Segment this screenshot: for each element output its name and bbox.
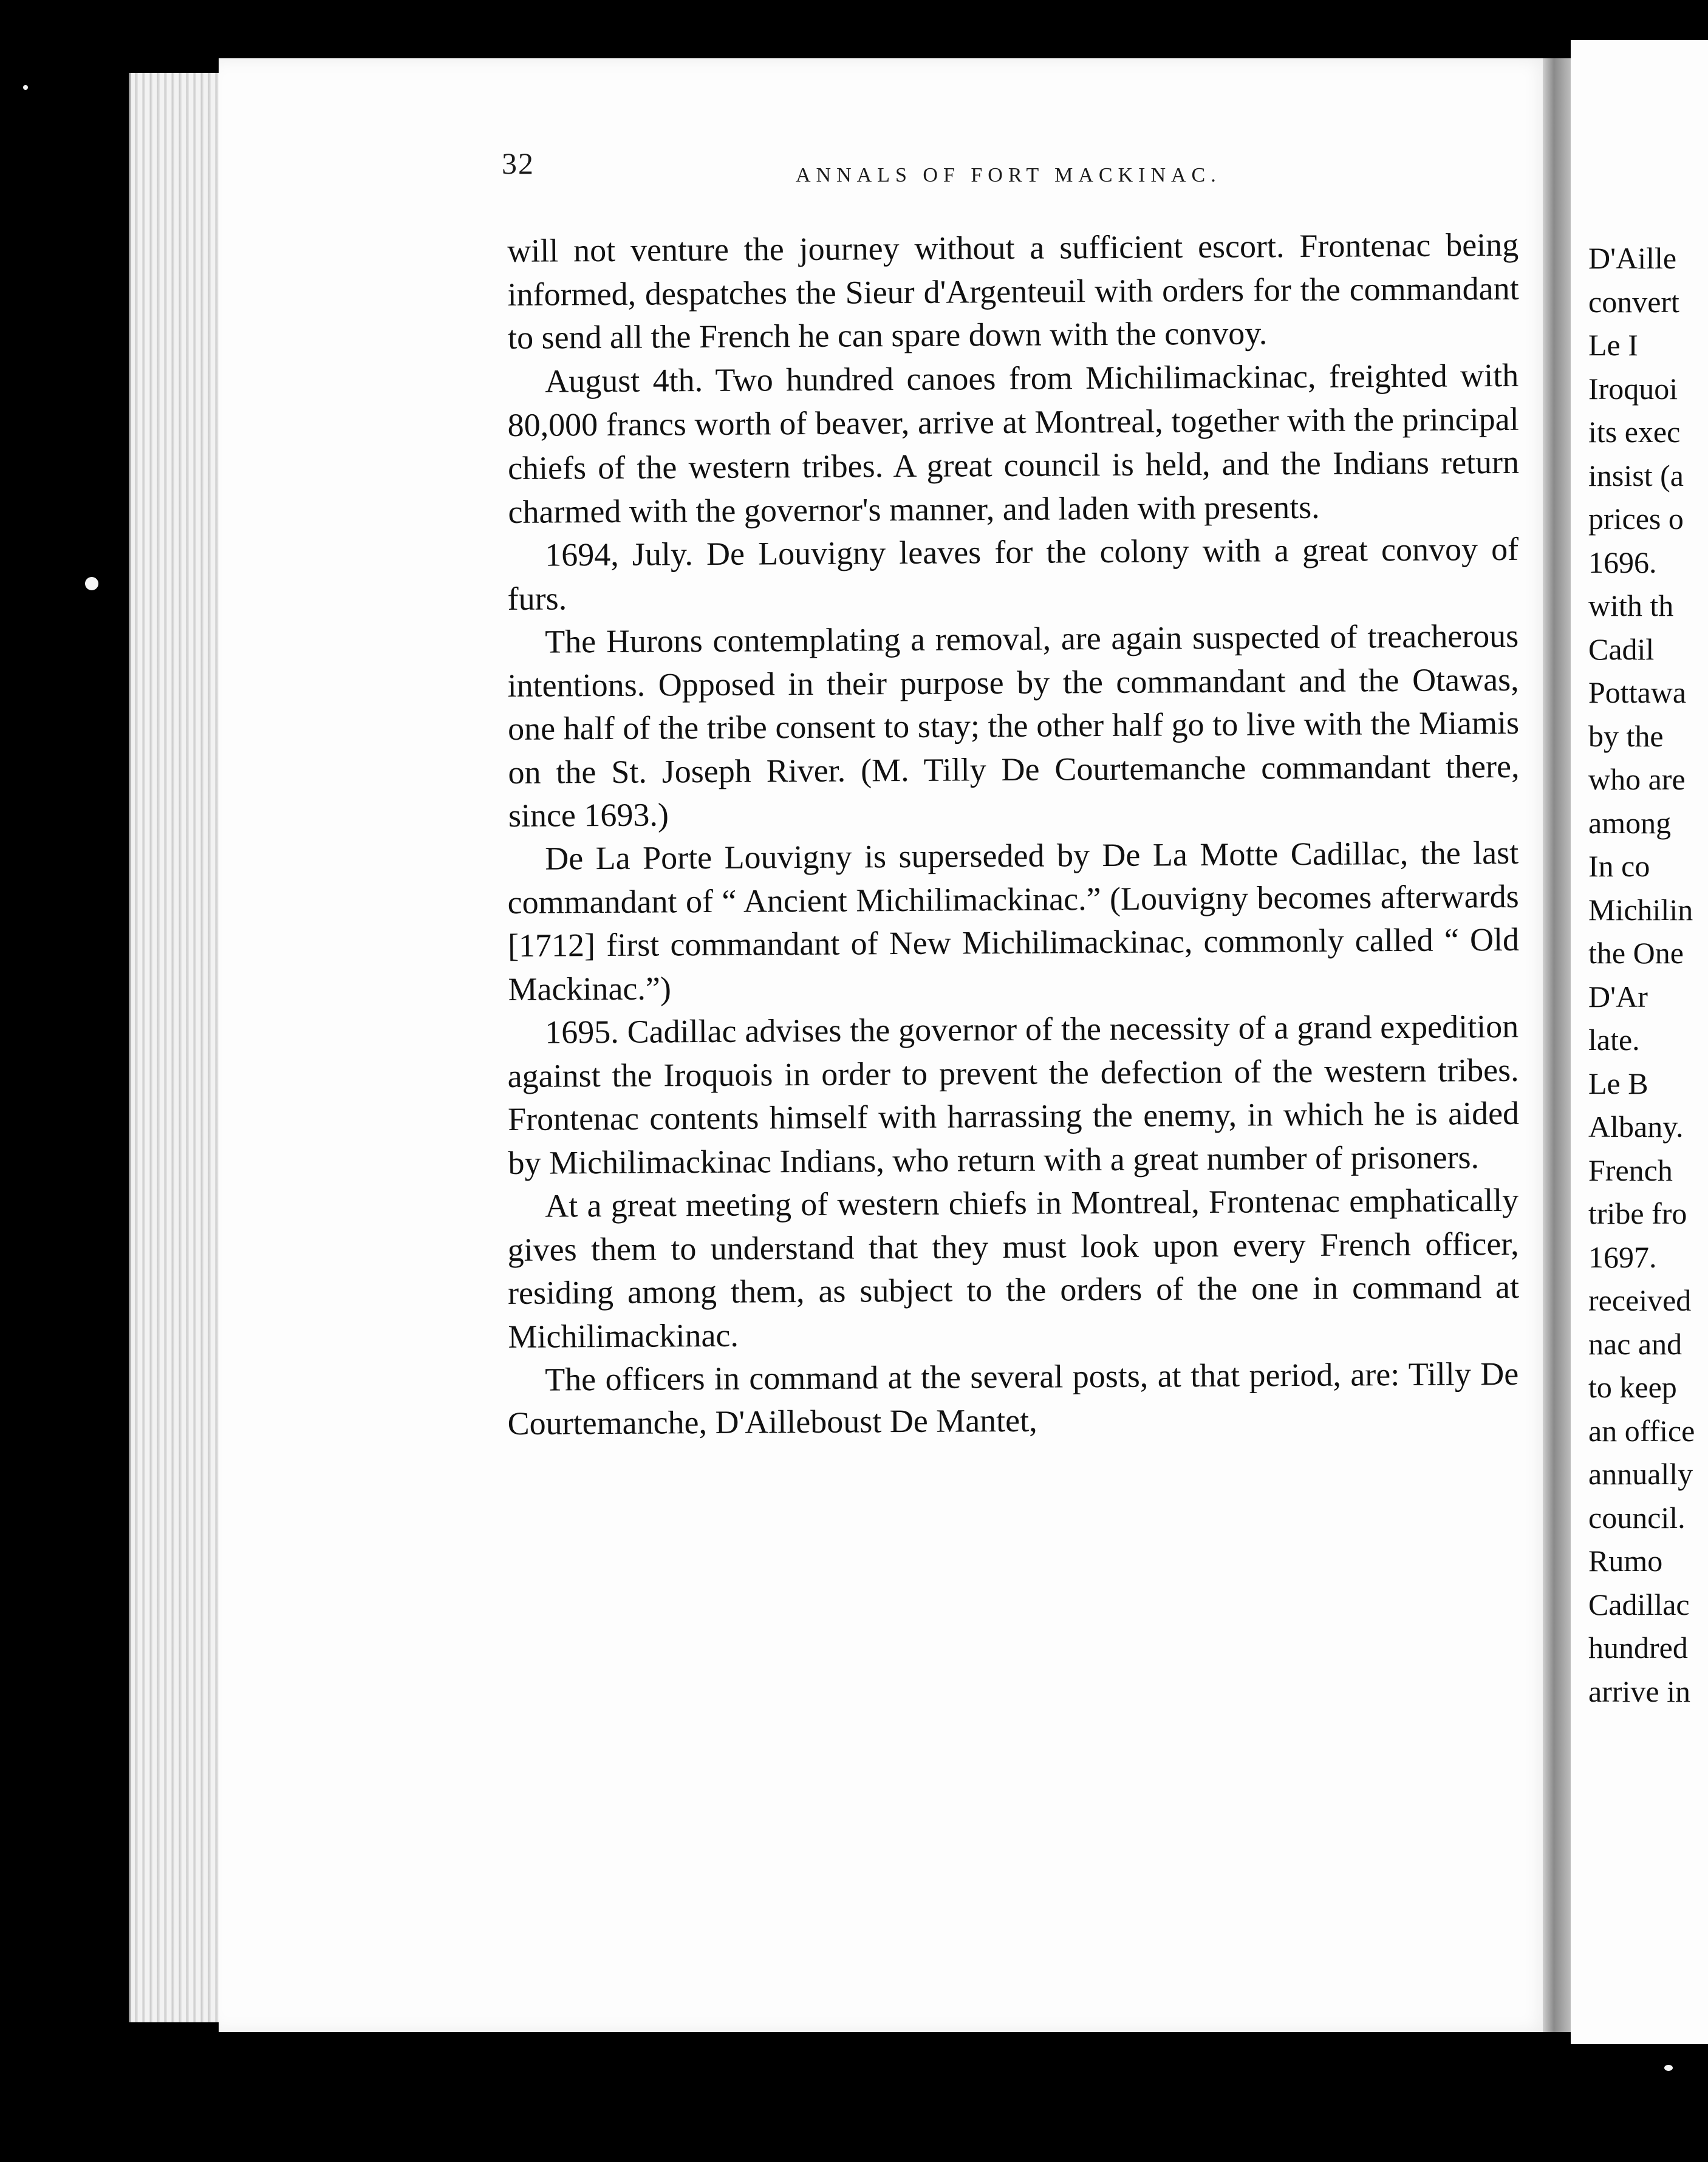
paragraph: The Hurons contemplating a removal, are again suspected of treacherous intentions. Opposed in their purpose by the commandant and the Otawas, one half of the tribe consent to stay; the other half go to live with the Miamis on the St. Joseph River. (M. Tilly De Courtemanche commandant there, since 1693.) (507, 617, 1520, 834)
right-line: among (1588, 805, 1672, 840)
right-line: Cadil (1588, 632, 1655, 666)
right-line: with th (1588, 588, 1674, 622)
right-line: to keep (1588, 1370, 1677, 1404)
scan-speck (1664, 2065, 1673, 2071)
right-line: D'Ar (1588, 979, 1648, 1014)
right-line: D'Aille (1588, 241, 1677, 275)
right-line: tribe fro (1588, 1196, 1687, 1230)
right-line: French (1588, 1153, 1673, 1187)
right-line: Pottawa (1588, 675, 1687, 709)
right-line: annually (1588, 1457, 1693, 1491)
right-line: convert (1588, 284, 1679, 319)
paragraph: At a great meeting of western chiefs in Montreal, Frontenac emphatically gives them to understand that they must look upon every French officer, residing among them, as subject to the orders of the one in command at Michilimackinac. (507, 1181, 1520, 1355)
right-line: insist (a (1588, 458, 1684, 493)
page-number: 32 (502, 146, 535, 180)
right-line: hundred (1588, 1631, 1688, 1665)
scan-speck (23, 85, 28, 90)
right-line: Le B (1588, 1066, 1648, 1100)
right-line: by the (1588, 718, 1664, 753)
scan-speck (85, 577, 98, 590)
right-line: 1697. (1588, 1240, 1657, 1274)
right-line: who are (1588, 762, 1686, 796)
paragraph: August 4th. Two hundred canoes from Michilimackinac, freighted with 80,000 francs worth of beaver, arrive at Montreal, together with the principal chiefs of the western tribes. A great council is held, and the Indians return charmed with the governor's manner, and laden with presents. (507, 356, 1520, 530)
right-line: Michilin (1588, 892, 1693, 927)
right-line: Cadillac (1588, 1587, 1690, 1622)
right-line: received (1588, 1283, 1692, 1317)
right-page-text (1588, 237, 1708, 1713)
right-line: Albany. (1588, 1110, 1684, 1144)
paragraph: will not venture the journey without a sufficient escort. Frontenac being informed, despatches the Sieur d'Argenteuil with orders for the commandant to send all the French he can spare down with the convoy. (507, 226, 1519, 356)
right-line: arrive in (1588, 1674, 1690, 1708)
paragraph: 1695. Cadillac advises the governor of the necessity of a grand expedition against the Iroquois in order to prevent the defection of the western tribes. Frontenac contents himself with harrassing the enemy, in which he is aided by Michilimackinac Indians, who return with a great number of prisoners. (507, 1008, 1520, 1181)
paragraph: The officers in command at the several posts, at that period, are: Tilly De Courtemanche, D'Ailleboust De Mantet, (507, 1355, 1519, 1442)
right-line: council. (1588, 1500, 1686, 1535)
right-line: In co (1588, 849, 1650, 883)
right-line: Iroquoi (1588, 371, 1678, 406)
right-line: prices o (1588, 502, 1684, 536)
right-line: nac and (1588, 1326, 1682, 1361)
right-line: Rumo (1588, 1544, 1663, 1578)
running-head: ANNALS OF FORT MACKINAC. (796, 164, 1221, 186)
right-line: the One (1588, 936, 1684, 970)
right-line: 1696. (1588, 545, 1657, 579)
right-line: its exec (1588, 415, 1681, 449)
paragraph: 1694, July. De Louvigny leaves for the colony with a great convoy of furs. (507, 530, 1519, 616)
page-stack-edge (129, 73, 228, 2022)
right-line: an office (1588, 1413, 1695, 1448)
right-line: late. (1588, 1023, 1640, 1057)
book-gutter (1543, 58, 1571, 2032)
paragraph: De La Porte Louvigny is superseded by De La Motte Cadillac, the last commandant of “ Ancient Michilimackinac.” (Louvigny becomes afterwards [1712] first commandant of New Michilimackinac, commonly called “ Old Mackinac.”) (507, 834, 1520, 1008)
body-text (507, 226, 1520, 1445)
right-line: Le I (1588, 328, 1638, 362)
